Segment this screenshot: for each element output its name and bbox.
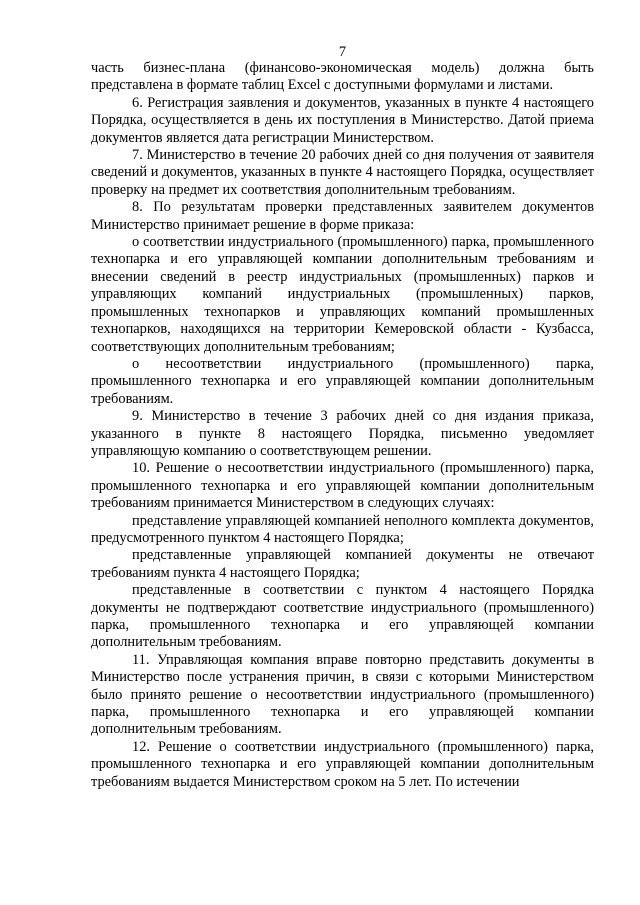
page-number: 7 bbox=[338, 44, 347, 60]
paragraph-10-case-nonconforming: представленные управляющей компанией документы не отвечают требованиям пункта 4 настоящего Порядка; bbox=[91, 547, 594, 581]
paragraph-10-case-incomplete: представление управляющей компанией неполного комплекта документов, предусмотренного пунктом 4 настоящего Порядка; bbox=[91, 512, 594, 546]
paragraph-11: 11. Управляющая компания вправе повторно представить документы в Министерство после устранения причин, в связи с которыми Министерством было принято решение о несоответствии индустриального (промышленного) парка, промышленного технопарка и его управляющей компании дополнительным требованиям. bbox=[91, 651, 594, 738]
paragraph-10-case-unconfirmed: представленные в соответствии с пунктом 4 настоящего Порядка документы не подтверждают соответствие индустриального (промышленного) парка, промышленного технопарка и его управляющей компании дополнительным требованиям. bbox=[91, 582, 594, 651]
paragraph-8-option-compliance: о соответствии индустриального (промышленного) парка, промышленного технопарка и его управляющей компании дополнительным требованиям и внесении сведений в реестр индустриальных (промышленных) парков и управляющих компаний индустриальных (промышленных) парков, промышленных технопарков и управляющих компаний промышленных технопарков, находящихся на территории Кемеровской области - Кузбасса, соответствующих дополнительным требованиям; bbox=[91, 234, 594, 355]
paragraph-continuation: часть бизнес-плана (финансово-экономическая модель) должна быть представлена в формате таблиц Excel с доступными формулами и листами. bbox=[91, 60, 594, 94]
paragraph-8-option-noncompliance: о несоответствии индустриального (промышленного) парка, промышленного технопарка и его управляющей компании дополнительным требованиям. bbox=[91, 355, 594, 407]
paragraph-7: 7. Министерство в течение 20 рабочих дней со дня получения от заявителя сведений и документов, указанных в пункте 4 настоящего Порядка, осуществляет проверку на предмет их соответствия дополнительным требованиям. bbox=[91, 147, 594, 198]
paragraph-8: 8. По результатам проверки представленных заявителем документов Министерство принимает решение в форме приказа: bbox=[91, 199, 594, 233]
paragraph-9: 9. Министерство в течение 3 рабочих дней со дня издания приказа, указанного в пункте 8 настоящего Порядка, письменно уведомляет управляющую компанию о соответствующем решении. bbox=[91, 408, 594, 459]
paragraph-10: 10. Решение о несоответствии индустриального (промышленного) парка, промышленного технопарка и его управляющей компании дополнительным требованиям принимается Министерством в следующих случаях: bbox=[91, 460, 594, 512]
paragraph-12: 12. Решение о соответствии индустриального (промышленного) парка, промышленного технопарка и его управляющей компании дополнительным требованиям выдается Министерством сроком на 5 лет. По истечении bbox=[91, 738, 594, 790]
document-page bbox=[91, 0, 594, 791]
paragraph-6: 6. Регистрация заявления и документов, указанных в пункте 4 настоящего Порядка, осуществляется в день их поступления в Министерство. Датой приема документов является дата регистрации Министерством. bbox=[91, 94, 594, 146]
